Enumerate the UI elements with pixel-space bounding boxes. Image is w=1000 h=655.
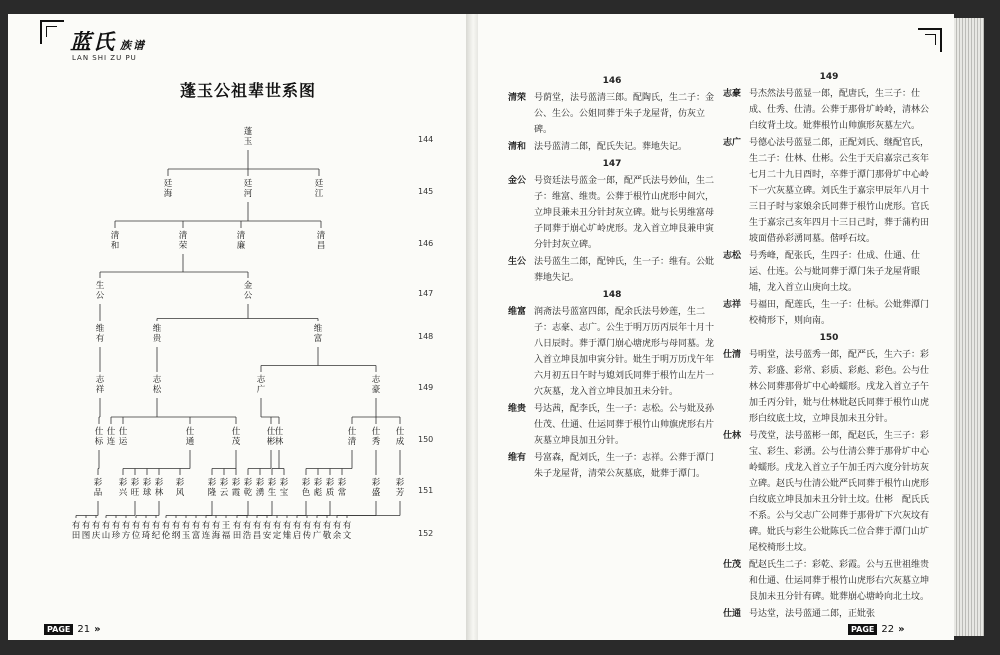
biography-entry	[723, 347, 935, 427]
entry-text: 号达茜，配李氏，生一子：志松。公与妣及孙仕茂、仕通、仕运同葬于根竹山帅旗虎形右片灰墓立坤艮加丑分针。	[534, 404, 715, 446]
tree-person-g146-3: 清昌	[316, 231, 326, 251]
tree-person-g152-11: 有玉	[181, 521, 191, 541]
tree-person-g152-25: 有敬	[322, 521, 332, 541]
tree-person-g146-1: 清荣	[178, 231, 188, 251]
tree-person-g148-0: 维有	[95, 324, 105, 344]
tree-person-g148-1: 维贵	[152, 324, 162, 344]
tree-person-g144-0: 蓬玉	[243, 127, 253, 147]
tree-person-g147-0: 生公	[95, 281, 105, 301]
biography-entry	[723, 248, 935, 296]
tree-person-g151-5: 彩风	[175, 478, 185, 498]
tree-person-g152-8: 有纪	[151, 521, 161, 541]
tree-person-g152-13: 有连	[201, 521, 211, 541]
biography-entry	[723, 557, 935, 605]
double-arrow-icon: »	[94, 624, 101, 635]
tree-person-g145-0: 廷海	[163, 179, 173, 199]
entry-name: 志广	[723, 138, 742, 148]
biography-entry	[508, 450, 716, 482]
entry-name: 清荣	[508, 93, 527, 103]
entry-name: 仕茂	[723, 560, 742, 570]
entry-name: 金公	[508, 176, 527, 186]
tree-person-g152-27: 有文	[342, 521, 352, 541]
generation-number: 144	[418, 135, 434, 144]
tree-person-g152-20: 有定	[272, 521, 282, 541]
generation-number: 148	[418, 332, 434, 341]
generation-number: 145	[418, 187, 434, 196]
tree-person-g146-0: 清和	[110, 231, 120, 251]
biography-entry	[508, 90, 716, 138]
tree-person-g151-13: 彩色	[301, 478, 311, 498]
tree-person-g152-23: 有传	[302, 521, 312, 541]
tree-person-g150-1: 仕连	[106, 427, 116, 447]
entry-name: 仕林	[723, 431, 742, 441]
tree-person-g147-1: 金公	[243, 281, 253, 301]
biography-entry	[508, 139, 716, 155]
tree-person-g151-9: 彩乾	[243, 478, 253, 498]
tree-person-g149-2: 志广	[256, 375, 266, 395]
tree-person-g152-15: 王福	[221, 521, 231, 541]
generation-heading: 148	[602, 290, 622, 300]
entry-name: 生公	[508, 257, 527, 267]
tree-person-g151-16: 彩常	[337, 478, 347, 498]
tree-person-g151-18: 彩芳	[395, 478, 405, 498]
generation-number: 151	[418, 486, 434, 495]
entry-text: 号达堂，法号蓝通二郎，正妣张	[749, 609, 876, 619]
biography-entry	[508, 173, 716, 253]
entry-name: 维有	[508, 453, 527, 463]
generation-heading: 147	[602, 159, 622, 169]
tree-person-g152-0: 有田	[71, 521, 81, 541]
tree-person-g149-0: 志祥	[95, 375, 105, 395]
entry-text: 配赵氏生二子：彩乾、彩霞。公与五世祖维贵和仕通、仕运同葬于根竹山虎形右穴灰墓立坤艮加未丑分针有碑。妣葬崩心塘岭向北土坟。	[749, 560, 930, 602]
entry-name: 志豪	[723, 89, 742, 99]
tree-person-g151-8: 彩霞	[231, 478, 241, 498]
text-column-left	[508, 72, 716, 483]
entry-name: 志祥	[723, 300, 742, 310]
generation-number: 147	[418, 289, 434, 298]
tree-person-g152-4: 有珍	[111, 521, 121, 541]
entry-text: 润斋法号蓝富四郎，配余氏法号妙莲，生二子：志豪、志广。公生于明万历丙辰年十月十八日辰时。葬于潭门崩心塘虎形与母同墓。龙入首立坤艮加申寅分针。妣生于明万历戊午年六月初五日午时与媳刘氏同葬于根竹山左片一穴灰墓，龙入首立坤艮加丑未分针。	[534, 307, 715, 397]
tree-person-g151-7: 彩云	[219, 478, 229, 498]
entry-text: 号资廷法号蓝金一郎，配严氏法号妙仙，生二子：维富、维贵。公葬于根竹山虎形中间穴，立坤艮兼未丑分针封灰立碑。妣与长男维富母子同葬于崩心圹岭虎形。龙入首立坤艮兼申寅分针封灰立碑。	[534, 176, 715, 250]
tree-person-g152-19: 有安	[262, 521, 272, 541]
tree-person-g151-11: 彩生	[267, 478, 277, 498]
tree-person-g146-2: 清廉	[236, 231, 246, 251]
generation-heading: 150	[819, 333, 839, 343]
biography-entry	[723, 428, 935, 556]
tree-person-g152-24: 有广	[312, 521, 322, 541]
tree-title: 蓬玉公祖辈世系图	[180, 81, 317, 100]
entry-text: 号富森，配刘氏，生一子：志祥。公葬于潭门朱子龙屋背，清荣公灰墓底，妣葬于潭门。	[534, 453, 715, 479]
tree-person-g150-5: 仕彬	[266, 427, 276, 447]
tree-person-g151-14: 彩彪	[313, 478, 323, 498]
biography-entry	[723, 135, 935, 247]
entry-text: 号德心法号蓝显二郎，正配刘氏、继配官氏，生二子：仕林、仕彬。公生于天启嘉宗己亥年七月二十九日酉时，卒葬于潭门那骨圹中心岭下一穴灰墓立碑。刘氏生于嘉宗甲辰年八月十三日子时与家娘余氏同葬于根竹山虎形。官氏生于嘉宗己亥年四月十三日己时，葬于蒲杓田坡面借孙彩湧同墓。偕呼石坟。	[749, 138, 930, 244]
tree-person-g152-14: 有海	[211, 521, 221, 541]
entry-name: 志松	[723, 251, 742, 261]
tree-person-g152-3: 有山	[101, 521, 111, 541]
tree-person-g151-2: 彩旺	[130, 478, 140, 498]
tree-person-g150-9: 仕成	[395, 427, 405, 447]
entry-text: 法号蓝清二郎，配氏失记。葬地失记。	[534, 142, 688, 152]
tree-person-g151-15: 彩质	[325, 478, 335, 498]
text-column-right	[723, 68, 935, 623]
page-edges	[954, 18, 984, 636]
biography-entry	[508, 401, 716, 449]
tree-person-g150-0: 仕标	[94, 427, 104, 447]
double-arrow-icon: »	[898, 624, 905, 635]
tree-person-g152-5: 有方	[121, 521, 131, 541]
logo-title: 蓝氏 族谱	[70, 29, 146, 54]
generation-heading: 149	[819, 72, 839, 82]
tree-person-g151-3: 彩球	[142, 478, 152, 498]
tree-person-g152-18: 有昌	[252, 521, 262, 541]
entry-text: 号秀峰，配张氏，生四子：仕成、仕通、仕运、仕连。公与妣同葬于潭门朱子龙屋背眼埔，龙入首立山庚向土坟。	[749, 251, 921, 293]
corner-ornament-icon	[918, 28, 942, 52]
right-footer	[848, 624, 905, 635]
tree-person-g152-10: 有纲	[171, 521, 181, 541]
entry-name: 维富	[508, 307, 527, 317]
tree-person-g151-1: 彩兴	[118, 478, 128, 498]
entry-text: 号荫堂，法号蓝清三郎。配陶氏，生二子：金公、生公。公姐同葬于朱子龙屋背，仿灰立碑。	[534, 93, 715, 135]
tree-person-g151-0: 彩品	[93, 478, 103, 498]
generation-number: 149	[418, 383, 434, 392]
tree-person-g151-6: 彩隆	[207, 478, 217, 498]
tree-person-g152-9: 有伦	[161, 521, 171, 541]
tree-person-g151-17: 彩盛	[371, 478, 381, 498]
page-label: PAGE	[44, 624, 73, 635]
entry-text: 号福田，配莲氏，生一子：仕标。公妣葬潭门校椅形下，则向南。	[749, 300, 930, 326]
entry-name: 仕清	[723, 350, 742, 360]
tree-person-g145-1: 廷河	[243, 179, 253, 199]
tree-person-g152-6: 有位	[131, 521, 141, 541]
tree-person-g152-16: 有田	[232, 521, 242, 541]
generation-heading: 146	[602, 76, 622, 86]
page-number: 22	[881, 624, 895, 635]
biography-entry	[508, 304, 716, 400]
generation-number: 150	[418, 435, 434, 444]
biography-entry	[508, 254, 716, 286]
tree-person-g152-12: 有富	[191, 521, 201, 541]
page-label: PAGE	[848, 624, 877, 635]
tree-person-g150-4: 仕茂	[231, 427, 241, 447]
tree-person-g151-12: 彩宝	[279, 478, 289, 498]
tree-person-g152-22: 有启	[292, 521, 302, 541]
entry-text: 号明堂，法号蓝秀一郎，配严氏，生六子：彩芳、彩盛、彩常、彩质、彩彪、彩色。公与仕林公同葬那骨圹中心岭蠕形。戌龙入首立子午加壬丙分针，妣与仕林妣赵氏同葬于根竹山虎形白纹底土坟，立坤艮加未丑分针。	[749, 350, 930, 424]
generation-number: 152	[418, 529, 434, 538]
logo-subtitle: LAN SHI ZU PU	[72, 54, 137, 62]
tree-person-g152-26: 有余	[332, 521, 342, 541]
tree-person-g150-6: 仕林	[274, 427, 284, 447]
tree-person-g150-7: 仕清	[347, 427, 357, 447]
biography-entry	[723, 297, 935, 329]
entry-name: 维贵	[508, 404, 527, 414]
entry-text: 号茂堂，法号蓝彬一郎，配赵氏，生三子：彩宝、彩生、彩湧。公与仕清公葬于那骨圹中心岭蠕形。戌龙入首立子午加壬丙六度分针坊灰立碑。赵氏与仕清公妣严氏同葬于根竹山虎形白纹底立坤艮加未丑分针土坟。仕彬 配氏氏不系。公与父志广公同葬于那骨圹下穴灰坟有碑。妣氏与彩生公妣陈氏二位合葬于潭门山圹尾校椅形土坟。	[749, 431, 930, 553]
tree-person-g149-3: 志豪	[371, 375, 381, 395]
page-number: 21	[77, 624, 91, 635]
tree-person-g149-1: 志松	[152, 375, 162, 395]
left-footer	[44, 624, 101, 635]
entry-name: 清和	[508, 142, 527, 152]
tree-person-g152-2: 有庆	[91, 521, 101, 541]
tree-person-g150-3: 仕通	[185, 427, 195, 447]
generation-number: 146	[418, 239, 434, 248]
tree-person-g148-2: 维富	[313, 324, 323, 344]
genealogy-tree	[0, 0, 470, 600]
entry-name: 仕通	[723, 609, 742, 619]
tree-person-g151-4: 彩林	[154, 478, 164, 498]
tree-person-g152-17: 有浩	[242, 521, 252, 541]
tree-person-g152-21: 有雉	[282, 521, 292, 541]
biography-entry	[723, 606, 935, 622]
tree-person-g152-1: 有图	[81, 521, 91, 541]
biography-entry	[723, 86, 935, 134]
tree-person-g150-8: 仕秀	[371, 427, 381, 447]
tree-person-g152-7: 有琦	[141, 521, 151, 541]
tree-person-g151-10: 彩湧	[255, 478, 265, 498]
entry-text: 号杰然法号蓝显一郎，配唐氏，生三子：仕成、仕秀、仕清。公葬于那骨圹岭岭，清林公白纹背土坟。妣葬根竹山帅旗形灰墓左穴。	[749, 89, 930, 131]
tree-person-g145-2: 廷江	[314, 179, 324, 199]
tree-person-g150-2: 仕运	[118, 427, 128, 447]
entry-text: 法号蓝生二郎，配钟氏，生一子：维有。公妣葬地失记。	[534, 257, 715, 283]
